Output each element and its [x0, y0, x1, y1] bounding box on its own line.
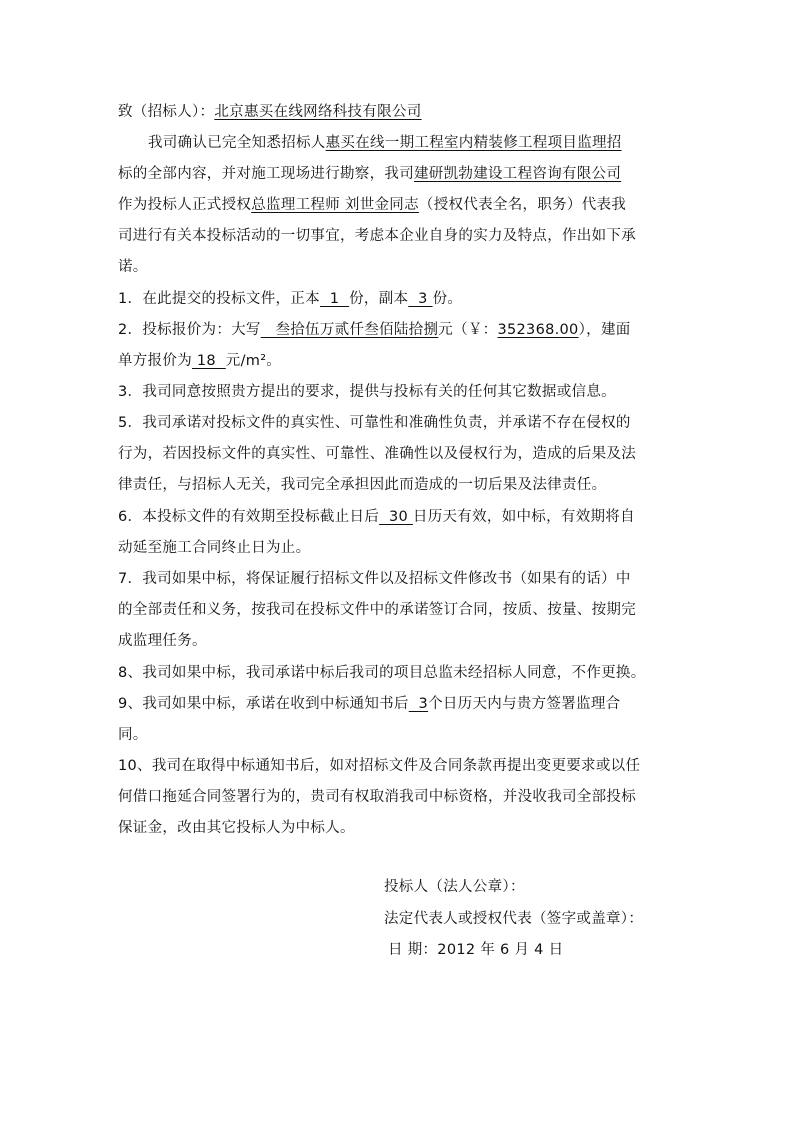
item-text: 元（￥：	[438, 322, 498, 338]
item-10-line-2: 何借口拖延合同签署行为的，贵司有权取消我司中标资格，并没收我司全部投标	[118, 789, 636, 805]
item-10-line-1: 10、我司在取得中标通知书后，如对招标文件及合同条款再提出变更要求或以任	[118, 758, 641, 774]
signature-rep: 法定代表人或授权代表（签字或盖章）：	[384, 911, 644, 927]
recipient-line	[118, 102, 422, 122]
intro-text: 作为投标人正式授权	[118, 197, 252, 213]
item-5-line-1: 5．我司承诺对投标文件的真实性、可靠性和准确性负责，并承诺不存在侵权的	[118, 415, 631, 431]
item-text: 9、我司如果中标，承诺在收到中标通知书后	[118, 696, 409, 712]
item-text: 6．本投标文件的有效期至投标截止日后	[118, 509, 380, 525]
item-1	[118, 289, 462, 309]
item-7-line-1: 7．我司如果中标，将保证履行招标文件以及招标文件修改书（如果有的话）中	[118, 571, 631, 587]
item-2-line-1	[118, 320, 631, 340]
item-text: 份。	[432, 291, 463, 307]
intro-text: （授权代表全名，职务）代表我	[418, 197, 627, 213]
item-text: 1．在此提交的投标文件，正本	[118, 291, 320, 307]
item-5-line-3: 律责任，与招标人无关，我司完全承担因此而造成的一切后果及法律责任。	[118, 477, 607, 493]
item-10-line-3: 保证金，改由其它投标人为中标人。	[118, 820, 355, 836]
project-name: 惠买在线一期工程室内精装修工程项目监理招	[325, 135, 622, 151]
item-text: 日历天有效，如中标，有效期将自	[412, 509, 635, 525]
intro-line-3	[118, 195, 626, 215]
validity-days: 30	[379, 509, 413, 525]
recipient-prefix: 致（招标人）：	[118, 104, 215, 120]
authorized-rep: 总监理工程师 刘世金同志	[251, 197, 419, 213]
item-text: 单方报价为	[118, 353, 192, 369]
intro-line-1	[148, 133, 622, 153]
item-3: 3．我司同意按照贵方提出的要求，提供与投标有关的任何其它数据或信息。	[118, 384, 616, 400]
original-count: 1	[319, 291, 350, 307]
item-6-line-1	[118, 507, 635, 527]
bidder-company: 建研凯勃建设工程咨询有限公司	[414, 166, 622, 182]
item-5-line-2: 行为，若因投标文件的真实性、可靠性、准确性以及侵权行为，造成的后果及法	[118, 446, 636, 462]
intro-line-2	[118, 164, 621, 184]
sign-days: 3	[408, 696, 429, 712]
intro-line-4: 司进行有关本投标活动的一切事宜，考虑本企业自身的实力及特点，作出如下承	[118, 228, 636, 244]
copy-count: 3	[408, 291, 433, 307]
signature-date: 日 期：2012 年 6 月 4 日	[388, 942, 564, 958]
intro-text: 标的全部内容，并对施工现场进行勘察，我司	[118, 166, 414, 182]
item-7-line-3: 成监理任务。	[118, 633, 207, 649]
bid-price-number: 352368.00	[497, 322, 579, 338]
recipient-name: 北京惠买在线网络科技有限公司	[214, 104, 422, 120]
item-text: 份，副本	[349, 291, 409, 307]
item-text: 2．投标报价为：大写	[118, 322, 261, 338]
intro-line-5: 诺。	[118, 259, 148, 275]
item-text: 个日历天内与贵方签署监理合	[428, 696, 621, 712]
bid-price-words: 叁拾伍万贰仟叁佰陆拾捌	[260, 322, 439, 338]
item-6-line-2: 动延至施工合同终止日为止。	[118, 540, 311, 556]
item-text: 元/m²。	[225, 353, 282, 369]
item-8: 8、我司如果中标，我司承诺中标后我司的项目总监未经招标人同意，不作更换。	[118, 665, 646, 681]
signature-bidder: 投标人（法人公章）：	[384, 879, 525, 895]
item-9-line-1	[118, 694, 620, 714]
item-2-line-2	[118, 351, 281, 371]
item-7-line-2: 的全部责任和义务，按我司在投标文件中的承诺签订合同，按质、按量、按期完	[118, 602, 636, 618]
item-text: ），建面	[578, 322, 631, 338]
intro-text: 我司确认已完全知悉招标人	[148, 135, 326, 151]
unit-price: 18	[192, 353, 226, 369]
item-9-line-2: 同。	[118, 727, 148, 743]
